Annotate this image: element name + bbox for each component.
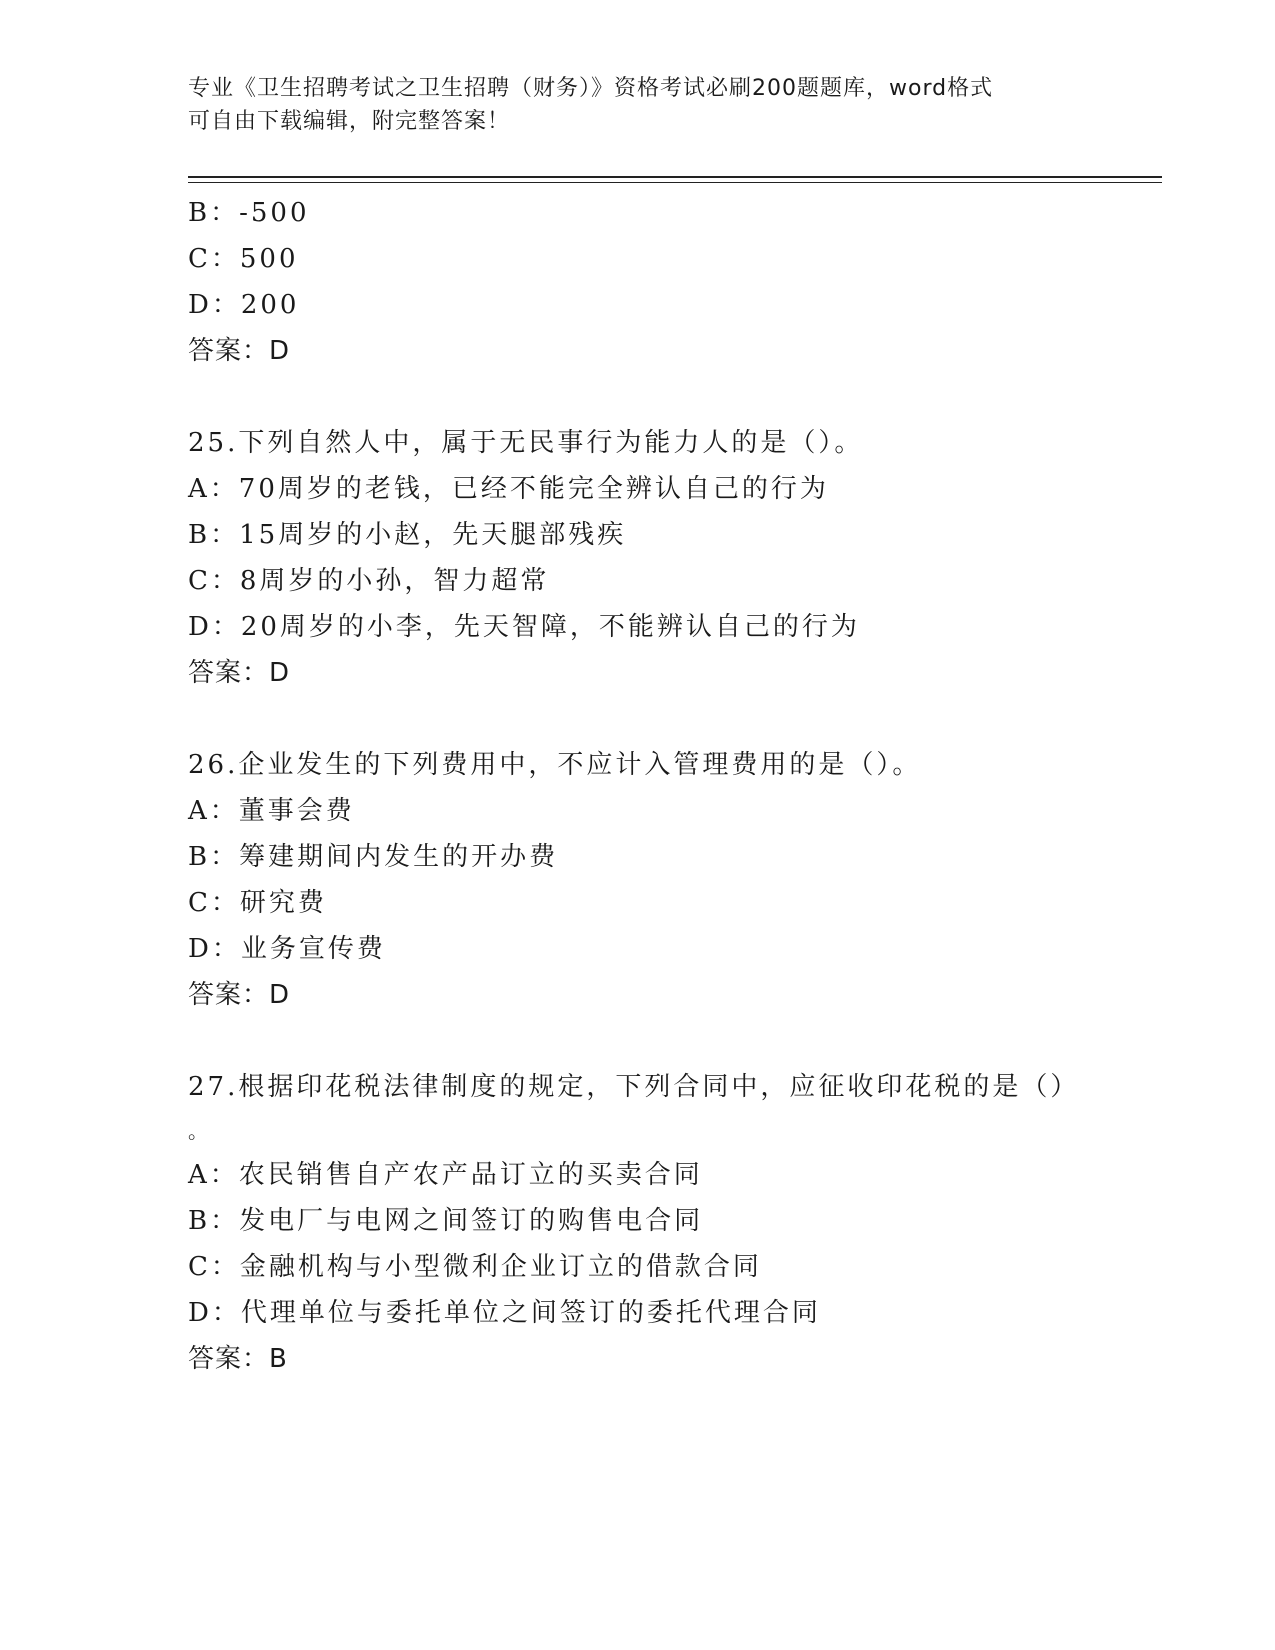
- question-block-24: [188, 190, 1088, 374]
- option-a: A：70周岁的老钱，已经不能完全辨认自己的行为: [188, 474, 829, 504]
- option-d: D：200: [188, 290, 300, 320]
- question-block-27: [188, 1064, 1088, 1382]
- option-d: D：20周岁的小李，先天智障，不能辨认自己的行为: [188, 612, 860, 642]
- answer-line: 答案：D: [188, 336, 291, 366]
- header-line-1: 专业《卫生招聘考试之卫生招聘（财务）》资格考试必刷200题题库，word格式: [188, 76, 994, 101]
- question-stem: 25.下列自然人中，属于无民事行为能力人的是（）。: [188, 428, 864, 458]
- option-b: B：发电厂与电网之间签订的购售电合同: [188, 1206, 704, 1236]
- option-b: B：15周岁的小赵，先天腿部残疾: [188, 520, 627, 550]
- answer-line: 答案：B: [188, 1344, 288, 1374]
- answer-line: 答案：D: [188, 980, 291, 1010]
- header-divider-thick: [188, 176, 1162, 178]
- option-b: B：筹建期间内发生的开办费: [188, 842, 559, 872]
- option-c: C：金融机构与小型微利企业订立的借款合同: [188, 1252, 762, 1282]
- question-stem: 27.根据印花税法律制度的规定，下列合同中，应征收印花税的是（）: [188, 1072, 1080, 1102]
- option-c: C：研究费: [188, 888, 327, 918]
- option-c: C：8周岁的小孙，智力超常: [188, 566, 550, 596]
- header-line-2: 可自由下载编辑，附完整答案！: [188, 109, 511, 134]
- option-a: A：农民销售自产农产品订立的买卖合同: [188, 1160, 703, 1190]
- question-stem-wrap: 。: [188, 1119, 211, 1143]
- question-stem: 26.企业发生的下列费用中，不应计入管理费用的是（）。: [188, 750, 922, 780]
- question-list: [188, 190, 1088, 1382]
- question-block-26: [188, 742, 1088, 1018]
- answer-line: 答案：D: [188, 658, 291, 688]
- question-block-25: [188, 420, 1088, 696]
- header-divider-thin: [188, 182, 1162, 183]
- option-c: C：500: [188, 244, 299, 274]
- option-d: D：代理单位与委托单位之间签订的委托代理合同: [188, 1298, 821, 1328]
- option-a: A：董事会费: [188, 796, 355, 826]
- option-d: D：业务宣传费: [188, 934, 386, 964]
- document-header: [188, 72, 1088, 138]
- option-b: B：-500: [188, 198, 310, 228]
